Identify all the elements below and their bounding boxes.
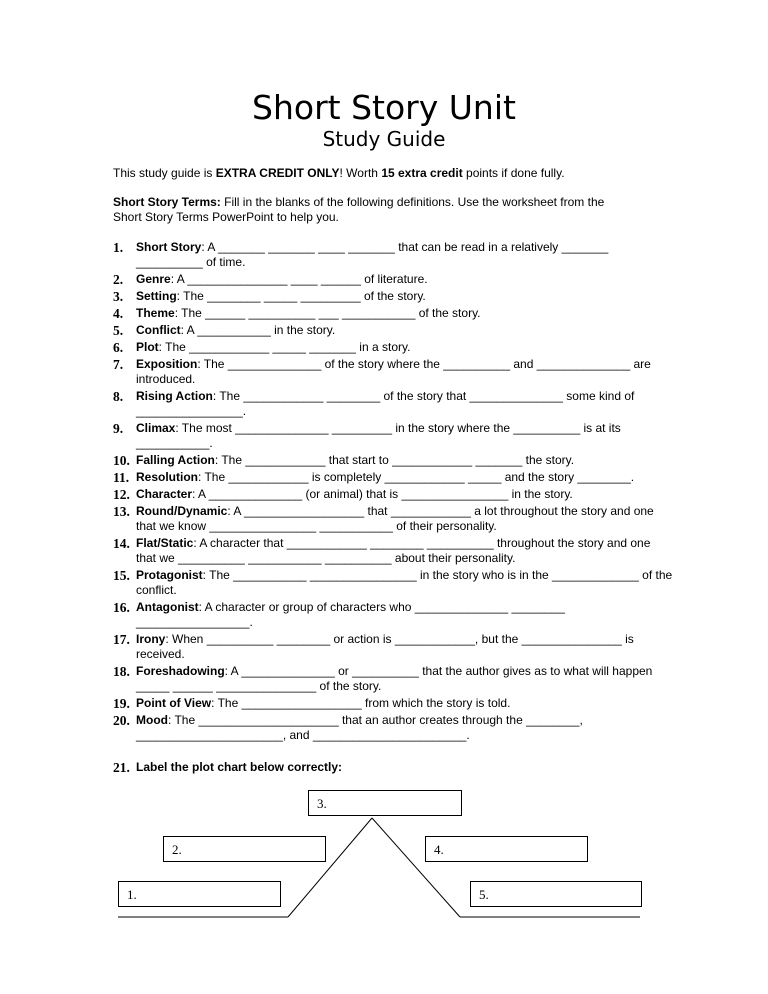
term-definition: : The ________ _____ _________ of the story. [176,289,426,303]
plot-box-2[interactable]: 2. [163,836,326,862]
term-name: Genre [136,272,171,286]
term-name: Exposition [136,357,198,371]
plot-box-1[interactable]: 1. [118,881,281,907]
term-number: 8. [113,389,124,404]
term-definition: : The __________________ from which the story is told. [211,696,511,710]
term-definition: : A ___________ in the story. [180,323,336,337]
term-definition: : A character that ____________ ________ __________ throughout the story and one that we __________ ___________ __________ about their personality. [136,536,651,565]
term-number: 19. [113,696,130,711]
term-number: 20. [113,713,130,728]
term-definition: : The most ______________ _________ in the story where the __________ is at its ___________. [136,421,621,450]
page-title: Short Story Unit [252,88,516,127]
plot-box-5[interactable]: 5. [470,881,642,907]
intro-bold-2: 15 extra credit [381,166,463,180]
term-number: 9. [113,421,124,436]
term-definition: : The ______________ of the story where the __________ and ______________ are introduced. [136,357,651,386]
term-name: Conflict [136,323,181,337]
term-name: Round/Dynamic [136,504,228,518]
term-number: 18. [113,664,130,679]
plot-falling-line [372,818,460,917]
term-definition: : When __________ ________ or action is ____________, but the _______________ is received. [136,632,634,661]
term-definition: : A _______ _______ ____ _______ that can be read in a relatively _______ __________ of time. [136,240,609,269]
term-number: 3. [113,289,124,304]
intro-bold-1: EXTRA CREDIT ONLY [215,166,340,180]
instructions-text: Fill in the blanks of the following definitions. Use the worksheet from the Short Story Terms PowerPoint to help you. [113,195,605,224]
term-number: 5. [113,323,124,338]
term-definition: : A character or group of characters who ______________ ________ _________________. [136,600,565,629]
question-21-label: Label the plot chart below correctly: [136,760,343,774]
term-number: 11. [113,470,130,485]
term-definition: : A ______________ (or animal) that is ________________ in the story. [192,487,573,501]
intro-text-1: This study guide is [113,166,216,180]
term-name: Character [136,487,193,501]
term-number: 2. [113,272,124,287]
term-number: 12. [113,487,130,502]
term-number: 14. [113,536,130,551]
term-definition: : The ____________ is completely ____________ _____ and the story ________. [198,470,635,484]
term-definition: : A ______________ or __________ that the author gives as to what will happen _____ ______ _______________ of the story. [136,664,653,693]
term-name: Climax [136,421,176,435]
term-name: Point of View [136,696,212,710]
term-name: Mood [136,713,168,727]
term-name: Falling Action [136,453,215,467]
term-name: Resolution [136,470,198,484]
term-definition: : The ______ __________ ___ ___________ of the story. [174,306,481,320]
term-definition: : The ___________ ________________ in the story who is in the _____________ of the conflict. [136,568,673,597]
intro-text-3: points if done fully. [462,166,565,180]
term-definition: : A _______________ ____ ______ of literature. [170,272,428,286]
term-name: Protagonist [136,568,203,582]
term-definition: : A __________________ that ____________ a lot throughout the story and one that we know ________________ ___________ of their personality. [136,504,654,533]
term-number: 16. [113,600,130,615]
term-name: Theme [136,306,175,320]
term-name: Foreshadowing [136,664,225,678]
term-number: 10. [113,453,130,468]
term-definition: : The ____________ that start to ____________ _______ the story. [214,453,575,467]
term-number: 15. [113,568,130,583]
term-name: Irony [136,632,166,646]
term-name: Short Story [136,240,202,254]
term-definition: : The ____________ _____ _______ in a story. [158,340,411,354]
term-name: Antagonist [136,600,199,614]
term-name: Flat/Static [136,536,194,550]
term-number: 7. [113,357,124,372]
term-number: 4. [113,306,124,321]
term-name: Plot [136,340,159,354]
term-name: Rising Action [136,389,213,403]
term-name: Setting [136,289,177,303]
plot-rising-line [288,818,372,917]
term-number: 13. [113,504,130,519]
term-number: 17. [113,632,130,647]
term-definition: : The _____________________ that an author creates through the ________, ______________________, and _______________________. [136,713,583,742]
instructions-label: Short Story Terms: [113,195,221,209]
intro-text-2: ! Worth [339,166,382,180]
plot-box-3[interactable]: 3. [308,790,462,816]
plot-box-4[interactable]: 4. [425,836,588,862]
term-definition: : The ____________ ________ of the story that ______________ some kind of ________________. [136,389,635,418]
term-number: 6. [113,340,124,355]
page-subtitle: Study Guide [322,127,446,151]
term-number: 21. [113,760,130,775]
term-number: 1. [113,240,124,255]
